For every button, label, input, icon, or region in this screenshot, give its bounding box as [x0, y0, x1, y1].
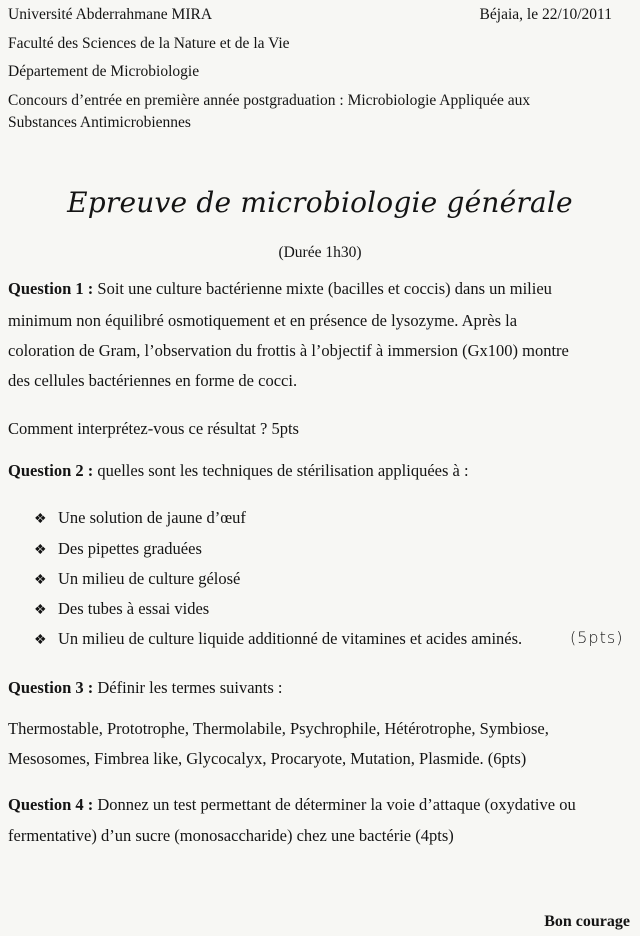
q2-line	[8, 461, 469, 481]
q2-item: ❖ Des pipettes graduées	[34, 539, 202, 558]
bullet-icon: ❖	[34, 543, 47, 558]
q2-text: quelles sont les techniques de stérilisation appliquées à :	[93, 461, 469, 480]
q1-question	[8, 419, 299, 439]
q4-line-1	[8, 795, 576, 815]
q4-label: Question 4 :	[8, 795, 94, 814]
department-name: Département de Microbiologie	[8, 63, 200, 80]
contest-line-1: Concours d’entrée en première année postgraduation : Microbiologie Appliquée aux	[8, 92, 531, 109]
q1-label: Question 1 :	[8, 279, 94, 298]
q1-points: 5pts	[271, 419, 299, 438]
q3-line	[8, 678, 283, 698]
contest-line-2: Substances Antimicrobiennes	[8, 114, 191, 131]
faculty-name: Faculté des Sciences de la Nature et de la Vie	[8, 35, 290, 52]
q1-line-2: minimum non équilibré osmotiquement et en présence de lysozyme. Après la	[8, 311, 518, 330]
bullet-icon: ❖	[34, 573, 47, 588]
bullet-icon: ❖	[34, 512, 47, 527]
q1-ask: Comment interprétez-vous ce résultat ?	[8, 419, 272, 438]
exam-duration: (Durée 1h30)	[278, 244, 362, 261]
q4-text-1: Donnez un test permettant de déterminer la voie d’attaque (oxydative ou	[93, 795, 576, 814]
q2-item: ❖ Un milieu de culture liquide additionné de vitamines et acides aminés.	[34, 629, 523, 648]
q3-label: Question 3 :	[8, 678, 94, 697]
q1-line-4: des cellules bactériennes en forme de cocci.	[8, 371, 298, 390]
bullet-icon: ❖	[34, 603, 47, 618]
q2-item: ❖ Une solution de jaune d’œuf	[34, 508, 246, 527]
q1-line-1	[8, 279, 552, 299]
q2-item: ❖ Un milieu de culture gélosé	[34, 569, 241, 588]
university-name: Université Abderrahmane MIRA	[8, 6, 213, 23]
q4-line-2: fermentative) d’un sucre (monosaccharide) chez une bactérie (4pts)	[8, 826, 454, 845]
q3-text: Définir les termes suivants :	[93, 678, 283, 697]
q3-terms-1: Thermostable, Prototrophe, Thermolabile, Psychrophile, Hétérotrophe, Symbiose,	[8, 719, 549, 738]
q1-text-1: Soit une culture bactérienne mixte (bacilles et coccis) dans un milieu	[93, 279, 552, 298]
q2-points: (5pts)	[570, 628, 624, 647]
bullet-icon: ❖	[34, 633, 47, 648]
q3-terms-2: Mesosomes, Fimbrea like, Glycocalyx, Procaryote, Mutation, Plasmide. (6pts)	[8, 749, 527, 768]
q1-line-3: coloration de Gram, l’observation du frottis à l’objectif à immersion (Gx100) montre	[8, 341, 569, 360]
exam-title: Epreuve de microbiologie générale	[67, 186, 573, 219]
q2-item: ❖ Des tubes à essai vides	[34, 599, 210, 618]
closing-text: Bon courage	[544, 913, 630, 930]
q2-label: Question 2 :	[8, 461, 94, 480]
exam-date: Béjaia, le 22/10/2011	[479, 6, 612, 23]
